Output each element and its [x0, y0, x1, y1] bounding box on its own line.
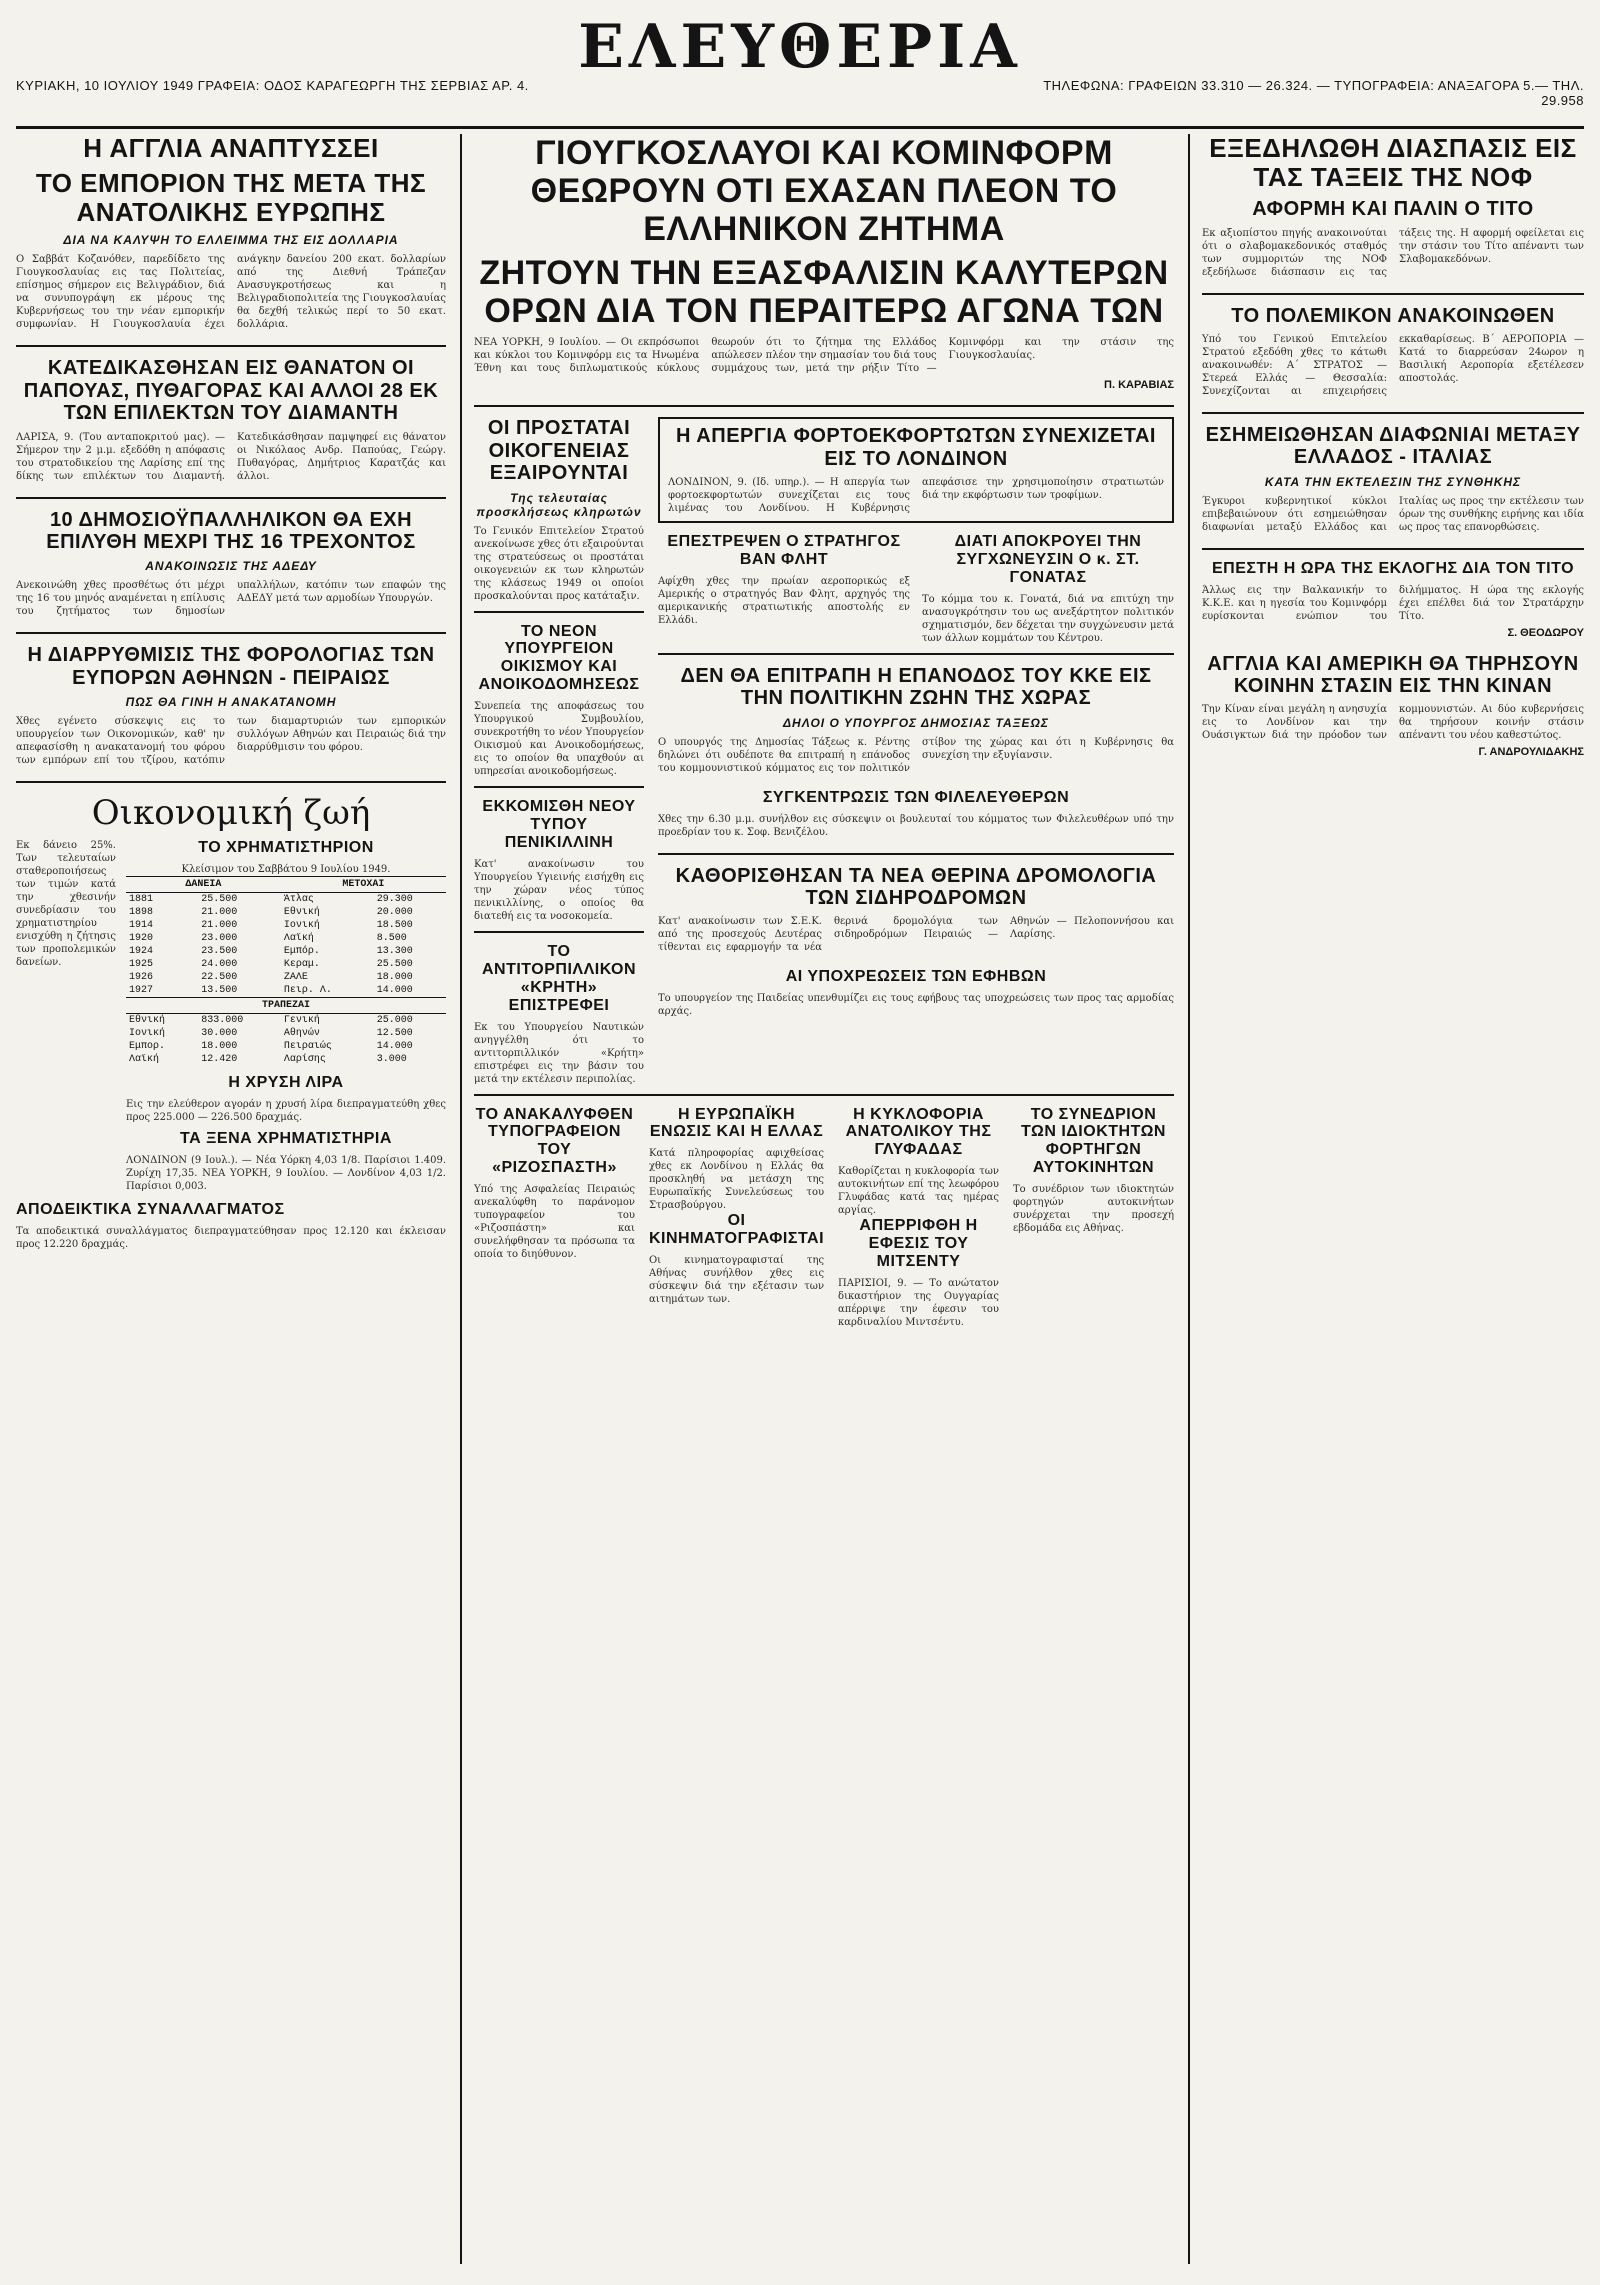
body-minors-obligations: Το υπουργείον της Παιδείας υπενθυμίζει εις τους εφήβους τας υποχρεώσεις των προς τας αρμοδίας αρχάς.: [658, 993, 1174, 1018]
headline-kke-return: ΔΕΝ ΘΑ ΕΠΙΤΡΑΠΗ Η ΕΠΑΝΟΔΟΣ ΤΟΥ ΚΚΕ ΕΙΣ ΤΗΝ ΠΟΛΙΤΙΚΗΝ ΖΩΗΝ ΤΗΣ ΧΩΡΑΣ: [680, 664, 1152, 710]
column-left: [16, 134, 446, 1265]
headline-england-trade-b: ΤΟ ΕΜΠΟΡΙΟΝ ΤΗΣ ΜΕΤΑ ΤΗΣ ΑΝΑΤΟΛΙΚΗΣ ΕΥΡΩΠΗΣ: [35, 168, 427, 228]
body-liberals-meeting: Χθες την 6.30 μ.μ. συνήλθον εις σύσκεψιν οι βουλευταί του κόμματος των Φιλελευθέρων υπό την προεδρίαν του κ. Σοφ. Βενιζέλου.: [658, 813, 1174, 838]
column-rule: [460, 134, 462, 2264]
story-yugoslavs-cominform: [474, 134, 1174, 391]
stock-header-shares: ΜΕΤΟΧΑΙ: [281, 876, 446, 892]
table-row: Λαϊκή 12.420 Λαρίσης 3.000: [129, 1053, 407, 1065]
headline-glyfada-traffic: Η ΚΥΚΛΟΦΟΡΙΑ ΑΝΑΤΟΛΙΚΟΥ ΤΗΣ ΓΛΥΦΑΔΑΣ: [845, 1105, 992, 1159]
kicker-greece-italy: ΚΑΤΑ ΤΗΝ ΕΚΤΕΛΕΣΙΝ ΤΗΣ ΣΥΝΘΗΚΗΣ: [1264, 474, 1522, 489]
divider: [658, 853, 1174, 855]
body-railway-schedules: Κατ' ανακοίνωσιν των Σ.Ε.Κ. από της προσεχούς Δευτέρας τίθενται εις εφαρμογήν τα νέα θερινά δρομολόγια των σιδηροδρόμων Πειραιώς — Αθηνών — Πελοποννήσου και Λαρίσης.: [658, 916, 1174, 954]
story-war-communique: [1202, 305, 1584, 398]
foreign-exchanges-title: ΤΑ ΞΕΝΑ ΧΡΗΜΑΤΙΣΤΗΡΙΑ: [180, 1129, 392, 1147]
body-cinematographers: Οι κινηματογραφισταί της Αθήνας συνήλθον χθες εις σύσκεψιν διά την εξέτασιν των αιτημάτων των.: [648, 1255, 825, 1306]
headline-greece-italy: ΕΣΗΜΕΙΩΘΗΣΑΝ ΔΙΑΦΩΝΙΑΙ ΜΕΤΑΞΥ ΕΛΛΑΔΟΣ - ΙΤΑΛΙΑΣ: [1205, 424, 1581, 469]
center-row-2: [658, 533, 1174, 645]
masthead-title: ΕΛΕΥΘΕΡΙΑ: [578, 12, 1022, 82]
headline-england-america-china: ΑΓΓΛΙΑ ΚΑΙ ΑΜΕΡΙΚΗ ΘΑ ΤΗΡΗΣΟΥΝ ΚΟΙΝΗΝ ΣΤΑΣΙΝ ΕΙΣ ΤΗΝ ΚΙΝΑΝ: [1207, 652, 1579, 698]
body-rizospastis-press: Υπό της Ασφαλείας Πειραιώς ανεκαλύφθη το παράνομον τυπογραφείον του «Ριζοσπάστη» και συνελήφθησαν τα πρόσωπα τα οποία το διηύθυνον.: [474, 1184, 635, 1261]
remittance-title: ΑΠΟΔΕΙΚΤΙΚΑ ΣΥΝΑΛΛΑΓΜΑΤΟΣ: [16, 1200, 285, 1218]
headline-van-fleet: ΕΠΕΣΤΡΕΨΕΝ Ο ΣΤΡΑΤΗΓΟΣ ΒΑΝ ΦΛΗΤ: [667, 533, 901, 569]
story-glyfada-traffic: [838, 1106, 999, 1329]
table-row: 1914 21.000 Ιονική 18.500: [129, 919, 413, 931]
story-european-union: [649, 1106, 824, 1329]
story-liberals-meeting: [658, 789, 1174, 839]
stock-header-banks: ΤΡΑΠΕΖΑΙ: [126, 997, 446, 1013]
body-england-trade: Ο Σαββάτ Κοζανόθεν, παρεδίδετο της Γιουγκοσλαυίας εις τας Πολιτείας, επίσημος σήμερον εις Βελιγράδιον, διά να συνυπογράψη εκ μέρους της Κυβερνήσεως του την νέαν εμπορικήν συμφωνίαν. Η Γιουγκοσλαυία έχει ανάγκην δανείου 200 εκατ. δολλαρίων από της Διεθνή Τράπεζαν Ανασυγκροτήσεως και η Βελιγραδιοπολιτεία της Γιουγκοσλαυίας θα δεχθή τελικώς περί το 50 εκατ. δολλάρια.: [16, 254, 446, 331]
byline-karavias: Π. ΚΑΡΑΒΙΑΣ: [1104, 379, 1174, 392]
byline-theodorou: Σ. ΘΕΟΔΩΡΟΥ: [1507, 626, 1584, 639]
masthead-date-line: ΚΥΡΙΑΚΗ, 10 ΙΟΥΛΙΟΥ 1949 ΓΡΑΦΕΙΑ: ΟΔΟΣ ΚΑΡΑΓΕΩΡΓΗ ΤΗΣ ΣΕΡΒΙΑΣ ΑΡ. 4.: [16, 78, 529, 93]
story-tito-choice: [1202, 560, 1584, 639]
story-kke-return: [658, 665, 1174, 775]
story-minors-obligations: [658, 968, 1174, 1018]
table-row: Εθνική 833.000 Γενική 25.000: [129, 1014, 413, 1026]
story-family-protectors: [474, 417, 644, 1085]
divider: [16, 632, 446, 634]
table-row: 1881 25.500 Άτλας 29.300: [129, 893, 413, 905]
column-rule: [1188, 134, 1190, 2264]
headline-cinematographers: ΟΙ ΚΙΝΗΜΑΤΟΓΡΑΦΙΣΤΑΙ: [648, 1212, 825, 1248]
table-row: 1924 23.500 Εμπόρ. 13.300: [129, 945, 413, 957]
headline-destroyer-krete: ΤΟ ΑΝΤΙΤΟΡΠΙΛΛΙΚΟΝ «ΚΡΗΤΗ» ΕΠΙΣΤΡΕΦΕΙ: [481, 942, 637, 1014]
headline-family-protectors: ΟΙ ΠΡΟΣΤΑΤΑΙ ΟΙΚΟΓΕΝΕΙΑΣ ΕΞΑΙΡΟΥΝΤΑΙ: [487, 417, 631, 485]
story-england-trade: [16, 134, 446, 331]
column-right: [1202, 134, 1584, 772]
economy-side-note: Εκ δάνειο 25%. Των τελευταίων σταθεροποιήσεως των τιμών κατά την χθεσινήν συνεδρίασιν του χρηματιστηρίου ενισχύθη η ζήτησις των προπολεμικών δανείων.: [16, 840, 116, 969]
headline-railway-schedules: ΚΑΘΟΡΙΣΘΗΣΑΝ ΤΑ ΝΕΑ ΘΕΡΙΝΑ ΔΡΟΜΟΛΟΓΙΑ ΤΩΝ ΣΙΔΗΡΟΔΡΟΜΩΝ: [675, 864, 1157, 909]
kicker-kke-return: ΔΗΛΟΙ Ο ΥΠΟΥΡΓΟΣ ΔΗΜΟΣΙΑΣ ΤΑΞΕΩΣ: [782, 715, 1050, 730]
masthead: [16, 8, 1584, 129]
divider: [474, 1094, 1174, 1096]
divider: [16, 345, 446, 347]
table-row: Εμπορ. 18.000 Πειραιώς 14.000: [129, 1040, 413, 1052]
body-destroyer-krete: Εκ του Υπουργείου Ναυτικών ανηγγέλθη ότι το αντιτορπιλλικόν «Κρήτη» επιστρέφει εις την βάσιν του μετά την εκτέλεσιν περιπολίας.: [474, 1021, 644, 1085]
story-nof-split: [1202, 134, 1584, 279]
stock-header-loans: ΔΑΝΕΙΑ: [126, 876, 281, 892]
headline-tito-choice: ΕΠΕΣΤΗ Η ΩΡΑ ΤΗΣ ΕΚΛΟΓΗΣ ΔΙΑ ΤΟΝ ΤΙΤΟ: [1211, 559, 1575, 577]
divider: [1202, 293, 1584, 295]
body-glyfada-traffic: Καθορίζεται η κυκλοφορία των αυτοκινήτων επί της λεωφόρου Γλυφάδας κατά τας ημέρας αργίας.: [838, 1166, 1000, 1217]
story-gonatas: [922, 533, 1174, 645]
body-war-communique: Υπό του Γενικού Επιτελείου Στρατού εξεδόθη χθες το κάτωθι ανακοινωθέν: Α΄ ΣΤΡΑΤΟΣ — Στερεά Ελλάς — Θεσσαλία: Συνεχίζονται αι επιχειρήσεις εκκαθαρίσεως. Β΄ ΑΕΡΟΠΟΡΙΑ — Κατά το διαρρεύσαν 24ωρον η Βασιλική Αεροπορία εξετέλεσεν αποστολάς.: [1202, 334, 1584, 397]
remittance-body: Τα αποδεικτικά συναλλάγματος διεπραγματεύθησαν προς 12.120 και έκλεισαν προς 12.220 δραχμάς.: [16, 1225, 446, 1250]
foreign-exchanges-body: ΛΟΝΔΙΝΟΝ (9 Ιουλ.). — Νέα Υόρκη 4,03 1/8. Παρίσιοι 1.409. Ζυρίχη 17,35. ΝΕΑ ΥΟΡΚΗ, 9 Ιουλίου. — Λονδίνον 4,03 1/2. Παρίσιοι 0,003.: [126, 1154, 446, 1192]
divider: [1202, 412, 1584, 414]
gold-sovereign-body: Εις την ελεύθερον αγοράν η χρυσή λίρα διεπραγματεύθη χθες προς 225.000 — 226.500 δραχμάς.: [126, 1098, 446, 1123]
body-greece-italy: Έγκυροι κυβερνητικοί κύκλοι επιβεβαιώνουν ότι εσημειώθησαν διαφωνίαι μεταξύ Ελλάδος και Ιταλίας ως προς την εκτέλεσιν των όρων της συνθήκης ειρήνης και ιδία ως προς τας επανορθώσεις.: [1202, 495, 1584, 533]
body-penicillin: Κατ' ανακοίνωσιν του Υπουργείου Υγιεινής εισήχθη εις την χώραν νέος τύπος πενικιλλίνης, ο οποίος θα διατεθή εις τα νοσοκομεία.: [474, 858, 644, 922]
divider: [474, 405, 1174, 407]
stock-table: [126, 876, 446, 1066]
divider: [16, 781, 446, 783]
story-england-america-china: [1202, 653, 1584, 759]
headline-rizospastis-press: ΤΟ ΑΝΑΚΑΛΥΦΘΕΝ ΤΥΠΟΓΡΑΦΕΙΟΝ ΤΟΥ «ΡΙΖΟΣΠΑΣΤΗ»: [475, 1105, 634, 1177]
body-death-sentences: ΛΑΡΙΣΑ, 9. (Του ανταποκριτού μας). — Σήμερον την 2 μ.μ. εξεδόθη η απόφασις του στρατοδικείου της Λαρίσης επί της δίκης των επιλέκτων του Διαμαντή. Κατεδικάσθησαν παμψηφεί εις θάνατον οι Νικόλαος Ανδρ. Παπούας, Γεώργ. Πυθαγόρας, Δημήτριος Καρατζάς και άλλοι.: [16, 431, 446, 482]
headline-dockers-strike: Η ΑΠΕΡΓΙΑ ΦΟΡΤΟΕΚΦΟΡΤΩΤΩΝ ΣΥΝΕΧΙΖΕΤΑΙ ΕΙΣ ΤΟ ΛΟΝΔΙΝΟΝ: [676, 425, 1156, 470]
story-death-sentences: [16, 357, 446, 482]
story-civil-servants: [16, 509, 446, 619]
divider: [474, 931, 644, 933]
headline-yugoslavs-cominform: ΓΙΟΥΓΚΟΣΛΑΥΟΙ ΚΑΙ ΚΟΜΙΝΦΟΡΜ ΘΕΩΡΟΥΝ ΟΤΙ ΕΧΑΣΑΝ ΠΛΕΟΝ ΤΟ ΕΛΛΗΝΙΚΟΝ ΖΗΤΗΜΑ: [530, 134, 1118, 249]
body-england-america-china: Την Κίναν είναι μεγάλη η ανησυχία εις το Λονδίνον και την Ουάσιγκτων διά την πρόοδον των κομμουνιστών. Αι δύο κυβερνήσεις θα τηρήσουν κοινήν στάσιν απέναντι του νέου καθεστώτος.: [1202, 704, 1584, 742]
body-taxation: Χθες εγένετο σύσκεψις εις το υπουργείον των Οικονομικών, καθ' ην απεφασίσθη η ανακατανομή του φόρου των εμπόρων επί του τζίρου, κατόπιν των διαμαρτυριών των εμπορικών συλλόγων Αθηνών και Πειραιώς διά την διαρρύθμισιν του φόρου.: [16, 716, 446, 767]
body-new-ministry: Συνεπεία της αποφάσεως του Υπουργικού Συμβουλίου, συνεκροτήθη το νέον Υπουργείον Οικισμού και Ανοικοδομήσεως, εις το οποίον θα υπαχθούν αι υπηρεσίαι ανοικοδομήσεως.: [474, 701, 644, 778]
table-row: 1920 23.000 Λαϊκή 8.500: [129, 932, 407, 944]
story-truck-owners: [1013, 1106, 1174, 1329]
body-nof-split: Εκ αξιοπίστου πηγής ανακοινούται ότι ο σλαβομακεδονικός σταθμός των συμμοριτών της ΝΟΦ εξεδήλωσε διάσπασιν εις τας τάξεις της. Η αφορμή οφείλεται εις την στάσιν του Τίτο απέναντι των Σλαβομακεδόνων.: [1202, 227, 1584, 278]
economy-section-title: Οικονομική ζωή: [91, 793, 371, 834]
body-gonatas: Το κόμμα του κ. Γονατά, διά να επιτύχη την ανασυγκρότησιν του ως ανεξάρτητον πολιτικόν σχηματισμόν, δεν δέχεται την συγχώνευσιν μετά των άλλων κομμάτων του Κέντρου.: [922, 593, 1174, 644]
center-row-1: [474, 417, 1174, 1085]
kicker-family-protectors: Της τελευταίας προσκλήσεως κληρωτών: [476, 490, 642, 519]
masthead-phones-line: ΤΗΛΕΦΩΝΑ: ΓΡΑΦΕΙΩΝ 33.310 — 26.324. — ΤΥΠΟΓΡΑΦΕΙΑ: ΑΝΑΞΑΓΟΡΑ 5.— ΤΗΛ. 29.958: [1043, 78, 1584, 108]
headline-nof-split: ΕΞΕΔΗΛΩΘΗ ΔΙΑΣΠΑΣΙΣ ΕΙΣ ΤΑΣ ΤΑΞΕΙΣ ΤΗΣ ΝΟΦ: [1209, 133, 1577, 193]
story-greece-italy: [1202, 424, 1584, 534]
center-row-3: [474, 1106, 1174, 1329]
body-kke-return: Ο υπουργός της Δημοσίας Τάξεως κ. Ρέντης δηλώνει ότι ουδέποτε θα επιτραπή η επάνοδος του κομμουνιστικού κόμματος εις τον πολιτικόν στίβον της χώρας και ότι η Κυβέρνησις θα συνεχίση την εξυγίανσιν.: [658, 736, 1174, 774]
headline-taxation: Η ΔΙΑΡΡΥΘΜΙΣΙΣ ΤΗΣ ΦΟΡΟΛΟΓΙΑΣ ΤΩΝ ΕΥΠΟΡΩΝ ΑΘΗΝΩΝ - ΠΕΙΡΑΙΩΣ: [27, 644, 435, 689]
story-taxation: [16, 644, 446, 767]
kicker-tito-pretext: ΑΦΟΡΜΗ ΚΑΙ ΠΑΛΙΝ Ο ΤΙΤΟ: [1252, 198, 1534, 221]
body-dockers-strike: ΛΟΝΔΙΝΟΝ, 9. (Ιδ. υπηρ.). — Η απεργία των φορτοεκφορτωτών συνεχίζεται εις τους λιμένας του Λονδίνου. Η Κυβέρνησις απεφάσισε την χρησιμοποίησιν στρατιωτών διά την εκφόρτωσιν των τροφίμων.: [668, 477, 1164, 515]
divider: [658, 653, 1174, 655]
headline-european-union: Η ΕΥΡΩΠΑΪΚΗ ΕΝΩΣΙΣ ΚΑΙ Η ΕΛΛΑΣ: [649, 1105, 824, 1141]
kicker-england-trade: ΔΙΑ ΝΑ ΚΑΛΥΨΗ ΤΟ ΕΛΛΕΙΜΜΑ ΤΗΣ ΕΙΣ ΔΟΛΛΑΡΙΑ: [63, 233, 399, 248]
table-row: Ιονική 30.000 Αθηνών 12.500: [129, 1027, 413, 1039]
body-european-union: Κατά πληροφορίας αφιχθείσας χθες εκ Λονδίνου η Ελλάς θα προσκληθή να μετάσχη της Ευρωπαϊκής Συνελεύσεως του Στρασβούργου.: [648, 1148, 825, 1212]
body-family-protectors: Το Γενικόν Επιτελείον Στρατού ανεκοίνωσε χθες ότι εξαιρούνται της στρατεύσεως οι προστάται οικογενειών εκ των κληρωτών της κλάσεως 1949 οι οποίοι προσκαλούνται προς κατάταξιν.: [474, 525, 644, 602]
headline-war-communique: ΤΟ ΠΟΛΕΜΙΚΟΝ ΑΝΑΚΟΙΝΩΘΕΝ: [1231, 304, 1555, 327]
body-tito-choice: Άλλως εις την Βαλκανικήν το Κ.Κ.Ε. και η ηγεσία του Κομινφόρμ ευρίσκονται ενώπιον του διλήμματος. Η ώρα της εκλογής έχει επέλθει διά τον Στρατάρχην Τίτο.: [1202, 584, 1584, 622]
headline-truck-owners: ΤΟ ΣΥΝΕΔΡΙΟΝ ΤΩΝ ΙΔΙΟΚΤΗΤΩΝ ΦΟΡΤΗΓΩΝ ΑΥΤΟΚΙΝΗΤΩΝ: [1021, 1105, 1166, 1177]
headline-penicillin: ΕΚΚΟΜΙΣΘΗ ΝΕΟΥ ΤΥΠΟΥ ΠΕΝΙΚΙΛΛΙΝΗ: [482, 798, 636, 851]
headline-civil-servants: 10 ΔΗΜΟΣΙΟΫΠΑΛΛΗΛΙΚΟΝ ΘΑ ΕΧΗ ΕΠΙΛΥΘΗ ΜΕΧΡΙ ΤΗΣ 16 ΤΡΕΧΟΝΤΟΣ: [46, 508, 416, 553]
divider: [1202, 548, 1584, 550]
body-civil-servants: Ανεκοινώθη χθες προσθέτως ότι μέχρι της 16 του μηνός αναμένεται η επίλυσις του ζητήματος των δημοσίων υπαλλήλων, κατόπιν των επαφών της ΑΔΕΔΥ μετά των αρμοδίων Υπουργών.: [16, 580, 446, 618]
economy-section: [16, 793, 446, 1251]
divider: [474, 786, 644, 788]
newspaper-page: [16, 8, 1584, 2276]
headline-england-trade-a: Η ΑΓΓΛΙΑ ΑΝΑΠΤΥΣΣΕΙ: [83, 133, 379, 163]
table-row: 1927 13.500 Πειρ. Λ. 14.000: [129, 984, 413, 996]
table-row: 1926 22.500 ΖΑΛΕ 18.000: [129, 971, 413, 983]
body-mindszenty: ΠΑΡΙΣΙΟΙ, 9. — Το ανώτατον δικαστήριον της Ουγγαρίας απέρριψε την έφεσιν του καρδιναλίου Μιντσέντυ.: [838, 1277, 1000, 1328]
byline-androulidakis: Γ. ΑΝΔΡΟΥΛΙΔΑΚΗΣ: [1478, 746, 1584, 759]
economy-layout: [16, 839, 446, 1193]
table-row: 1898 21.000 Εθνική 20.000: [129, 906, 413, 918]
story-dockers-strike: [658, 417, 1174, 523]
headline-better-terms: ΖΗΤΟΥΝ ΤΗΝ ΕΞΑΣΦΑΛΙΣΙΝ ΚΑΛΥΤΕΡΩΝ ΟΡΩΝ ΔΙΑ ΤΟΝ ΠΕΡΑΙΤΕΡΩ ΑΓΩΝΑ ΤΩΝ: [479, 254, 1169, 331]
table-row: 1925 24.000 Κεραμ. 25.500: [129, 958, 413, 970]
headline-new-ministry: ΤΟ ΝΕΟΝ ΥΠΟΥΡΓΕΙΟΝ ΟΙΚΙΣΜΟΥ ΚΑΙ ΑΝΟΙΚΟΔΟΜΗΣΕΩΣ: [478, 622, 640, 694]
headline-death-sentences: ΚΑΤΕΔΙΚΑΣΘΗΣΑΝ ΕΙΣ ΘΑΝΑΤΟΝ ΟΙ ΠΑΠΟΥΑΣ, ΠΥΘΑΓΟΡΑΣ ΚΑΙ ΑΛΛΟΙ 28 ΕΚ ΤΩΝ ΕΠΙΛΕΚΤΩΝ ΤΟΥ ΔΙΑΜΑΝΤΗ: [23, 357, 439, 425]
divider: [474, 611, 644, 613]
headline-mindszenty: ΑΠΕΡΡΙΦΘΗ Η ΕΦΕΣΙΣ ΤΟΥ ΜΙΤΣΕΝΤΥ: [859, 1217, 978, 1271]
kicker-taxation: ΠΩΣ ΘΑ ΓΙΝΗ Η ΑΝΑΚΑΤΑΝΟΜΗ: [125, 695, 337, 710]
stock-exchange-subtitle: Κλείσιμον του Σαββάτου 9 Ιουλίου 1949.: [181, 863, 391, 875]
headline-liberals-meeting: ΣΥΓΚΕΝΤΡΩΣΙΣ ΤΩΝ ΦΙΛΕΛΕΥΘΕΡΩΝ: [762, 788, 1070, 806]
stock-exchange-title: ΤΟ ΧΡΗΜΑΤΙΣΤΗΡΙΟΝ: [198, 839, 374, 857]
divider: [16, 497, 446, 499]
story-van-fleet: [658, 533, 910, 645]
body-yugoslavs-cominform: ΝΕΑ ΥΟΡΚΗ, 9 Ιουλίου. — Οι εκπρόσωποι και κύκλοι του Κομινφόρμ εις τα Ηνωμένα Έθνη και τους διπλωματικούς κύκλους θεωρούν ότι το ζήτημα της Ελλάδος απώλεσεν πλέον την σημασίαν του διά τους συμμάχους των, μετά την ρήξιν Τίτο — Κομινφόρμ και την στάσιν της Γιουγκοσλαυίας.: [474, 337, 1174, 375]
gold-sovereign-title: Η ΧΡΥΣΗ ΛΙΡΑ: [228, 1073, 344, 1091]
body-truck-owners: Το συνέδριον των ιδιοκτητών φορτηγών αυτοκινήτων συνέρχεται την προσεχή εβδομάδα εις Αθήνας.: [1013, 1184, 1174, 1235]
center-right-block: [658, 417, 1174, 1085]
stock-exchange-box: [126, 839, 446, 1193]
kicker-civil-servants: ΑΝΑΚΟΙΝΩΣΙΣ ΤΗΣ ΑΔΕΔΥ: [145, 559, 317, 574]
story-rizospastis-press: [474, 1106, 635, 1329]
body-van-fleet: Αφίχθη χθες την πρωίαν αεροπορικώς εξ Αμερικής ο στρατηγός Βαν Φλητ, αρχηγός της αμερικανικής στρατιωτικής αποστολής εν Ελλάδι.: [658, 575, 910, 626]
headline-gonatas: ΔΙΑΤΙ ΑΠΟΚΡΟΥΕΙ ΤΗΝ ΣΥΓΧΩΝΕΥΣΙΝ Ο κ. ΣΤ. ΓΟΝΑΤΑΣ: [954, 533, 1142, 586]
story-railway-schedules: [658, 865, 1174, 955]
headline-minors-obligations: ΑΙ ΥΠΟΧΡΕΩΣΕΙΣ ΤΩΝ ΕΦΗΒΩΝ: [785, 968, 1047, 986]
column-center: [474, 134, 1174, 1329]
